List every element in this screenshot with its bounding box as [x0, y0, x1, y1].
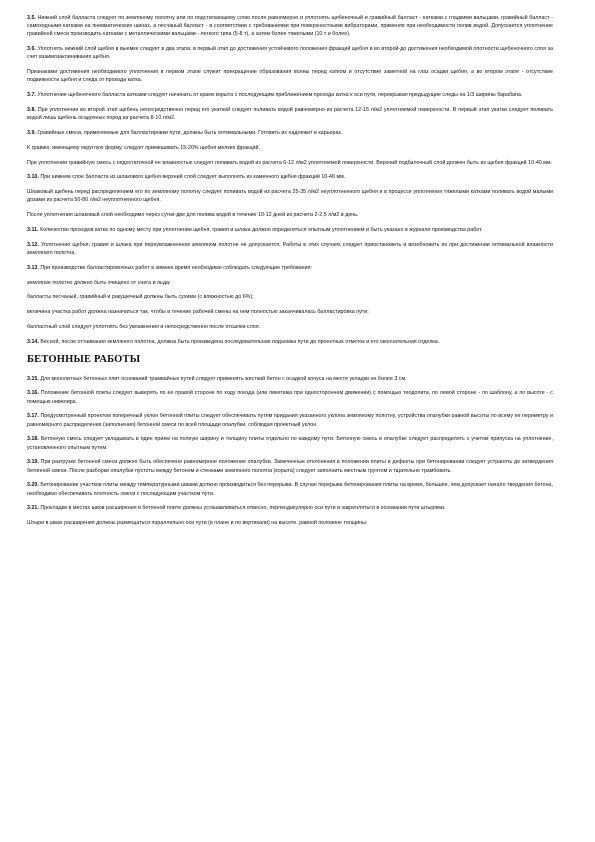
paragraph-number: 3.7.: [27, 92, 36, 99]
paragraph-number: 3.9.: [27, 130, 36, 136]
paragraph: [27, 338, 553, 346]
paragraph-text: Нижний слой балласта следует по земляному полотну или по подстилающему слою после равномерно и уплотнять щебеночный и гравийный балласт - катками с гладкими вальцами, гравийный балласт - самоходными катками на пневматических шинах, а песчаный балласт - в соответствии с требованиями при поверхностными вибраторами, применяя при необходимости полив водой. Допускается уплотнение гравийной смеси производить катками с металлическими вальцами - легкого типа (5-8 т), а затем более тяжелыми (10 т и более).: [27, 15, 554, 38]
paragraph-number: 3.16.: [27, 390, 39, 397]
paragraph-text: Уплотнение щебня, гравия и шлака при переувлажненном земляном полотне не допускается. Работы в этих случаях следует приостановить и возобновить их при достижении оптимальной влажности земляного полотна.: [27, 241, 553, 256]
paragraph-text: Прокладки в местах швов расширения в бетонной плите должны устанавливаться отвесно, перпендикулярно оси пути и закрепляться в основании пути штырями.: [40, 505, 446, 512]
paragraph-number: 3.13.: [27, 264, 39, 271]
paragraph-text: Бетонирование участков плиты между температурными швами должно производиться без перерыва. В случае перерыва бетонирования плиты на время, большее, чем допускает начало твердения бетона, необходимо обеспечивать плотность смеси с последующим участком пути.: [27, 482, 553, 497]
paragraph-number: 3.12.: [27, 241, 39, 248]
paragraph-text: величина участка работ должна назначаться так, чтобы в течение рабочей смены на нем полностью заканчивалась балластировка пути;: [27, 309, 369, 316]
paragraph: [27, 435, 553, 451]
paragraph-text: земляное полотно должно быть очищено от снега и льда;: [27, 279, 171, 286]
paragraph-number: 3.5.: [27, 15, 36, 21]
paragraph: [27, 211, 553, 219]
paragraph-number: 3.10.: [27, 174, 39, 181]
paragraph: [27, 91, 553, 99]
paragraph-text: Бетонную смесь следует укладывать в один прием на полную ширину и толщину плиты отдельно по каждому пути. Бетонную смесь в опалубке следует распределять с учетом припуска на уплотнение, установленного опытным путем.: [27, 436, 553, 451]
paragraph: [27, 279, 553, 287]
paragraph: [27, 241, 553, 257]
paragraph-text: При производстве балластировочных работ в зимнее время необходимо соблюдать следующие требования:: [40, 264, 312, 271]
paragraph: [27, 389, 553, 405]
paragraph-number: 3.20.: [27, 482, 39, 489]
paragraph-text: Положение бетонной плиты следует выверять по ее правой стороне по ходу поезда (или пикетажа при одностороннем движении) с помощью теодолита, по левой стороне - по шаблону, а по высоте - с помощью нивелира.: [27, 390, 553, 405]
paragraph-number: 3.15.: [27, 375, 39, 382]
paragraph: [27, 45, 553, 61]
paragraph: [27, 159, 553, 167]
paragraph: [27, 323, 553, 331]
paragraph-text: Количество проходов катка по одному месту при уплотнении щебня, гравия и шлака должно определяться опытным уплотнением и быть указано в журнале производства работ.: [40, 226, 483, 233]
paragraph: [27, 173, 553, 181]
paragraph-number: 3.8.: [27, 107, 36, 113]
paragraph: [27, 264, 553, 272]
paragraph: [27, 519, 553, 527]
paragraph: [27, 68, 553, 84]
paragraph-number: 3.14.: [27, 338, 39, 345]
paragraph: [27, 293, 553, 301]
paragraph: [27, 226, 553, 234]
paragraph: [27, 129, 553, 137]
paragraph-text: Предусмотренный проектом поперечный уклон бетонной плиты следует обеспечивать путем придания указанного уклона земляному полотну, устройства опалубки равной высоты по всему ее периметру и равномерного распределения (заполнения) бетонной смеси по всей площади опалубки, соблюдая проектный уклон.: [27, 413, 554, 428]
paragraph-number: 3.11.: [27, 226, 39, 233]
paragraph: [27, 458, 553, 474]
paragraph-text: При уплотнении гравийную смесь с недостаточной ее влажностью следует поливать водой из расчета 6-12 л/м2 уплотняемой поверхности. Верхний подбалочный слой должен быть из щебня фракций 10-40 мм.: [27, 159, 553, 166]
paragraph-text: При разгрузке бетонной смеси должно быть обеспечено равномерное положение опалубки. Замеченные отклонения в положении плиты и дефекты при бетонировании следует устранять до затвердения бетонной смеси. После разборки опалубки пустоты между бетоном и стенками земляного полотна (корыта) следует заполнить местным грунтом и тщательно трамбовать.: [27, 459, 553, 474]
paragraph-text: Весной, после оттаивания земляного полотна, должна быть произведена последовательная подъемка пути до проектных отметок и его окончательная отделка.: [40, 338, 440, 345]
paragraph-number: 3.6.: [27, 46, 36, 53]
paragraph-number: 3.18.: [27, 436, 39, 443]
paragraph: [27, 106, 553, 122]
paragraph: [27, 144, 553, 152]
paragraph-text: Гравийные смеси, применяемые для балластировки пути, должны быть оптимальными. Готовить их надлежит в карьерах.: [37, 130, 343, 136]
paragraph-text: При нижнем слое балласта из шлакового щебня верхний слой следует выполнять из каменного щебня фракций 10-40 мм.: [40, 174, 346, 181]
paragraph-number: 3.19.: [27, 459, 39, 466]
paragraph-text: Признаками достижения необходимого уплотнения в первом этапе служит прекращение образования волны перед катком и отсутствие заметной на глаз осадки щебня, а во втором этапе - отсутствие подвижности щебня и следа от прохода катка.: [27, 69, 553, 84]
paragraph-number: 3.17.: [27, 413, 39, 420]
paragraph-text: При уплотнении во второй этап щебень непосредственно перед его укаткой следует поливать водой равномерно из расчета 12-15 л/м2 уплотняемой поверхности. В первый этап укатки следует поливать водой лишь щебень осадочных пород из расчета 8-10 л/м2.: [27, 107, 554, 122]
section-heading: БЕТОННЫЕ РАБОТЫ: [27, 353, 141, 365]
paragraph-text: Штыри в швах расширения должны размещаться параллельно оси пути (в плане и по вертикали) на высоте, равной половине толщины: [27, 520, 366, 527]
paragraph: [27, 375, 553, 383]
paragraph-text: балласты песчаный, гравийный и ракушечный должны быть сухими (с влажностью до 6%);: [27, 294, 254, 301]
paragraph-text: Уплотнять нижний слой щебня в выемке следует в два этапа: в первый этап до достижения устойчивого положения фракций щебня и во второй-до достижения необходимой плотности щебеночного слоя за счет взаимозаклинивания щебня.: [27, 46, 553, 61]
paragraph-number: 3.21.: [27, 505, 39, 512]
paragraph: [27, 14, 553, 39]
paragraph-text: После уплотнения шлаковый слой необходимо через сутки-две для полива водой в течение 10-12 дней из расчета 2-2,5 л/м2 в день.: [27, 212, 359, 219]
paragraph-text: Для монолитных бетонных плит оснований трамвайных путей следует применять жесткий бетон с осадкой конуса на месте укладки не более 3 см.: [40, 375, 407, 382]
paragraph-text: К гравию, имеющему округлую форму, следует примешивать 15-20% щебня мелких фракций.: [27, 144, 260, 151]
paragraph: [27, 504, 553, 512]
paragraph: [27, 412, 553, 428]
paragraph-text: балластный слой следует уплотнять без увлажнения и непосредственно после отсыпки слоя.: [27, 323, 261, 330]
paragraph: [27, 481, 553, 497]
document-body-part-1: [27, 14, 553, 346]
paragraph-text: Шлаковый щебень перед распределением его по земляному полотну следует поливать водой из расчета 25-35 л/м2 неуплотненного щебня и в процессе уплотнения тяжелыми катками поливать водой малыми дозами из расчета 50-80 л/м2 неуплотненного щебня.: [27, 189, 553, 204]
paragraph: [27, 188, 553, 204]
paragraph-text: Уплотнение щебеночного балласта катками следует начинать от краев корыта с последующим приближением прохода катка к оси пути, перекрывая предыдущие следы на 1/3 ширины барабана.: [37, 92, 523, 99]
document-body-part-2: [27, 375, 553, 528]
paragraph: [27, 308, 553, 316]
